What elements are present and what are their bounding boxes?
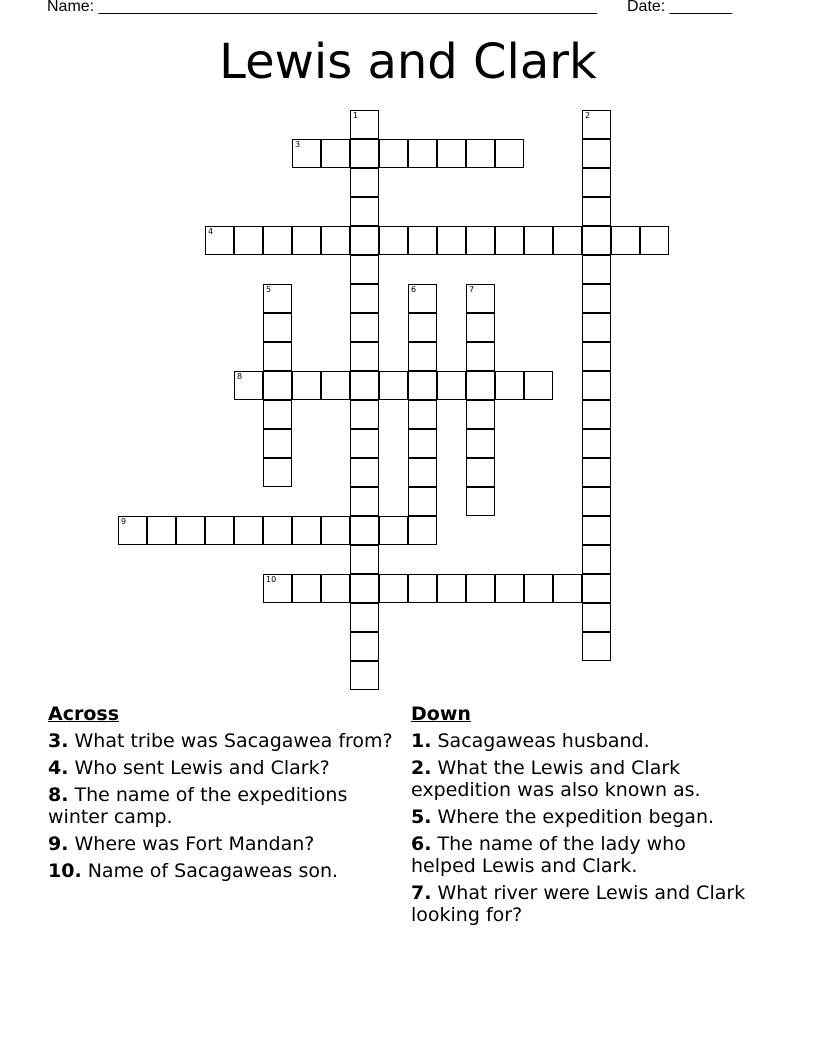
clue-number-label: 3 — [295, 140, 301, 149]
clue-number-label: 8 — [237, 372, 243, 381]
crossword-cell[interactable] — [292, 574, 321, 603]
crossword-cell[interactable] — [205, 516, 234, 545]
crossword-cell[interactable] — [524, 574, 553, 603]
crossword-cell[interactable] — [466, 400, 495, 429]
crossword-cell[interactable] — [466, 458, 495, 487]
crossword-cell[interactable] — [582, 342, 611, 371]
crossword-cell[interactable] — [495, 139, 524, 168]
crossword-cell[interactable] — [524, 226, 553, 255]
crossword-cell[interactable] — [379, 516, 408, 545]
crossword-cell[interactable] — [350, 313, 379, 342]
crossword-cell[interactable] — [611, 226, 640, 255]
crossword-cell[interactable] — [234, 371, 263, 400]
clue-number: 2. — [411, 757, 432, 779]
crossword-cell[interactable] — [350, 632, 379, 661]
crossword-cell[interactable] — [350, 226, 379, 255]
crossword-cell[interactable] — [408, 371, 437, 400]
crossword-cell[interactable] — [408, 487, 437, 516]
crossword-cell[interactable] — [321, 371, 350, 400]
crossword-cell[interactable] — [350, 371, 379, 400]
clue-text: The name of the expeditions winter camp. — [48, 784, 348, 828]
crossword-cell[interactable] — [466, 429, 495, 458]
crossword-cell[interactable] — [495, 226, 524, 255]
crossword-cell[interactable] — [350, 574, 379, 603]
across-clues — [48, 702, 393, 887]
crossword-cell[interactable] — [408, 429, 437, 458]
crossword-cell[interactable] — [582, 226, 611, 255]
crossword-cell[interactable] — [350, 400, 379, 429]
across-clue — [48, 860, 393, 882]
puzzle-title: Lewis and Clark — [219, 34, 597, 90]
across-clue — [48, 784, 393, 828]
clue-number: 7. — [411, 882, 432, 904]
clue-number-label: 7 — [469, 285, 475, 294]
crossword-cell[interactable] — [350, 603, 379, 632]
crossword-cell[interactable] — [350, 139, 379, 168]
clue-number-label: 9 — [121, 517, 127, 526]
down-clue — [411, 730, 756, 752]
crossword-cell[interactable] — [350, 110, 379, 139]
crossword-cell[interactable] — [466, 226, 495, 255]
crossword-cell[interactable] — [495, 574, 524, 603]
crossword-cell[interactable] — [466, 342, 495, 371]
crossword-cell[interactable] — [408, 342, 437, 371]
crossword-cell[interactable] — [582, 400, 611, 429]
crossword-cell[interactable] — [495, 371, 524, 400]
crossword-cell[interactable] — [582, 632, 611, 661]
crossword-cell[interactable] — [640, 226, 669, 255]
down-clue — [411, 806, 756, 828]
crossword-cell[interactable] — [408, 400, 437, 429]
down-clue — [411, 882, 756, 926]
crossword-cell[interactable] — [582, 110, 611, 139]
crossword-cell[interactable] — [263, 342, 292, 371]
crossword-cell[interactable] — [408, 574, 437, 603]
crossword-cell[interactable] — [582, 603, 611, 632]
crossword-cell[interactable] — [582, 487, 611, 516]
down-heading: Down — [411, 703, 471, 725]
crossword-cell[interactable] — [437, 226, 466, 255]
clue-number: 9. — [48, 833, 69, 855]
clue-number-label: 2 — [585, 111, 591, 120]
crossword-cell[interactable] — [582, 197, 611, 226]
clue-text: What river were Lewis and Clark looking for? — [411, 882, 746, 926]
across-clue — [48, 730, 393, 752]
clue-text: Name of Sacagaweas son. — [87, 860, 339, 882]
date-field-label: Date: _______ — [627, 0, 732, 15]
crossword-cell[interactable] — [379, 139, 408, 168]
crossword-cell[interactable] — [466, 487, 495, 516]
crossword-cell[interactable] — [582, 255, 611, 284]
crossword-cell[interactable] — [234, 226, 263, 255]
crossword-cell[interactable] — [118, 516, 147, 545]
crossword-cell[interactable] — [437, 371, 466, 400]
crossword-cell[interactable] — [263, 516, 292, 545]
crossword-cell[interactable] — [582, 168, 611, 197]
clue-text: Who sent Lewis and Clark? — [74, 757, 330, 779]
crossword-cell[interactable] — [408, 226, 437, 255]
clue-number: 10. — [48, 860, 82, 882]
crossword-cell[interactable] — [408, 284, 437, 313]
crossword-cell[interactable] — [379, 574, 408, 603]
crossword-cell[interactable] — [582, 545, 611, 574]
down-clue — [411, 757, 756, 801]
crossword-cell[interactable] — [147, 516, 176, 545]
crossword-cell[interactable] — [582, 313, 611, 342]
down-clues — [411, 702, 756, 931]
crossword-cell[interactable] — [582, 516, 611, 545]
crossword-cell[interactable] — [350, 342, 379, 371]
clue-number: 4. — [48, 757, 69, 779]
crossword-cell[interactable] — [437, 139, 466, 168]
across-clue — [48, 833, 393, 855]
across-clue — [48, 757, 393, 779]
crossword-cell[interactable] — [466, 284, 495, 313]
crossword-cell[interactable] — [350, 487, 379, 516]
crossword-cell[interactable] — [350, 197, 379, 226]
crossword-cell[interactable] — [350, 284, 379, 313]
clue-number-label: 10 — [266, 575, 277, 584]
crossword-cell[interactable] — [350, 255, 379, 284]
clue-number: 5. — [411, 806, 432, 828]
crossword-cell[interactable] — [466, 139, 495, 168]
crossword-cell[interactable] — [263, 313, 292, 342]
crossword-cell[interactable] — [379, 371, 408, 400]
across-heading: Across — [48, 703, 120, 725]
clue-text: What tribe was Sacagawea from? — [74, 730, 393, 752]
clue-text: Where the expedition began. — [437, 806, 715, 828]
name-field-label: Name: ________________________________________________________ — [47, 0, 597, 15]
crossword-cell[interactable] — [263, 371, 292, 400]
crossword-cell[interactable] — [350, 458, 379, 487]
crossword-cell[interactable] — [350, 168, 379, 197]
crossword-cell[interactable] — [466, 313, 495, 342]
crossword-cell[interactable] — [321, 226, 350, 255]
crossword-cell[interactable] — [582, 284, 611, 313]
crossword-cell[interactable] — [408, 458, 437, 487]
crossword-cell[interactable] — [263, 574, 292, 603]
crossword-cell[interactable] — [350, 516, 379, 545]
crossword-cell[interactable] — [350, 661, 379, 690]
crossword-cell[interactable] — [350, 429, 379, 458]
clue-number-label: 6 — [411, 285, 417, 294]
clue-text: Where was Fort Mandan? — [74, 833, 315, 855]
crossword-cell[interactable] — [466, 574, 495, 603]
clue-number-label: 1 — [353, 111, 359, 120]
crossword-cell[interactable] — [292, 226, 321, 255]
crossword-cell[interactable] — [582, 371, 611, 400]
crossword-cell[interactable] — [292, 139, 321, 168]
crossword-cell[interactable] — [553, 226, 582, 255]
crossword-cell[interactable] — [437, 574, 466, 603]
crossword-cell[interactable] — [205, 226, 234, 255]
crossword-cell[interactable] — [321, 574, 350, 603]
clue-text: The name of the lady who helped Lewis and Clark. — [411, 833, 686, 877]
clue-text: Sacagaweas husband. — [437, 730, 650, 752]
clue-number: 3. — [48, 730, 69, 752]
crossword-cell[interactable] — [292, 516, 321, 545]
crossword-cell[interactable] — [321, 516, 350, 545]
clue-number: 8. — [48, 784, 69, 806]
clue-number-label: 4 — [208, 227, 214, 236]
crossword-cell[interactable] — [176, 516, 205, 545]
crossword-cell[interactable] — [408, 516, 437, 545]
clue-number-label: 5 — [266, 285, 272, 294]
down-clue — [411, 833, 756, 877]
crossword-cell[interactable] — [263, 400, 292, 429]
crossword-cell[interactable] — [408, 139, 437, 168]
crossword-cell[interactable] — [263, 284, 292, 313]
crossword-cell[interactable] — [234, 516, 263, 545]
clue-number: 1. — [411, 730, 432, 752]
crossword-cell[interactable] — [321, 139, 350, 168]
crossword-cell[interactable] — [582, 429, 611, 458]
clue-number: 6. — [411, 833, 432, 855]
crossword-cell[interactable] — [408, 313, 437, 342]
crossword-cell[interactable] — [350, 545, 379, 574]
crossword-cell[interactable] — [292, 371, 321, 400]
crossword-cell[interactable] — [582, 458, 611, 487]
clue-text: What the Lewis and Clark expedition was also known as. — [411, 757, 701, 801]
crossword-cell[interactable] — [582, 574, 611, 603]
crossword-cell[interactable] — [263, 429, 292, 458]
crossword-cell[interactable] — [263, 458, 292, 487]
crossword-cell[interactable] — [263, 226, 292, 255]
crossword-cell[interactable] — [553, 574, 582, 603]
crossword-cell[interactable] — [379, 226, 408, 255]
crossword-cell[interactable] — [466, 371, 495, 400]
crossword-cell[interactable] — [582, 139, 611, 168]
crossword-cell[interactable] — [524, 371, 553, 400]
